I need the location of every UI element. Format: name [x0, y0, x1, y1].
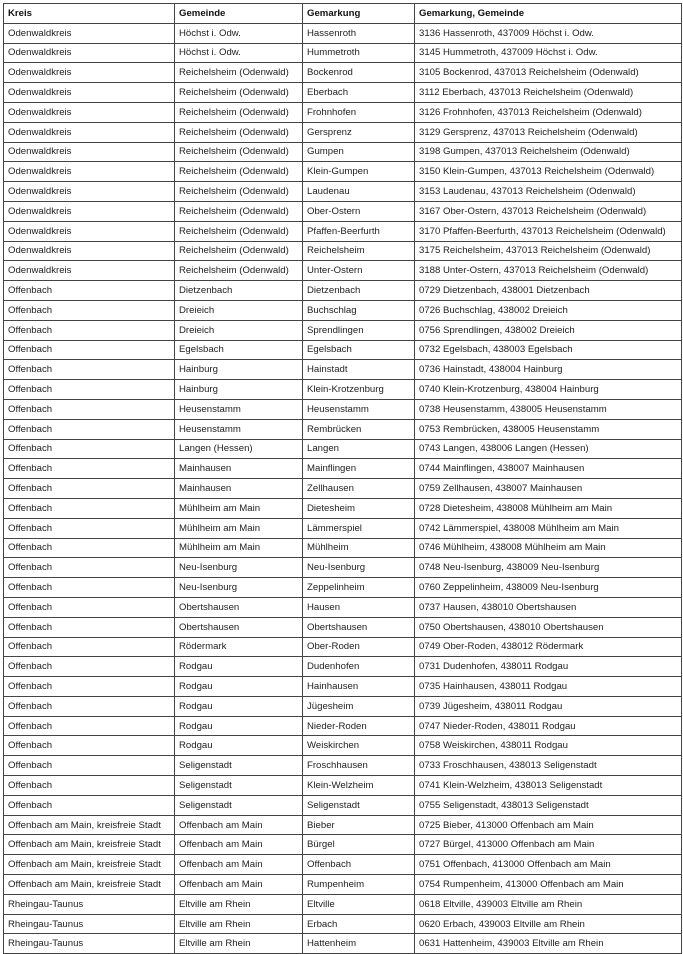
- cell-gemarkung-gemeinde: 0733 Froschhausen, 438013 Seligenstadt: [415, 756, 682, 776]
- cell-gemarkung-gemeinde: 0725 Bieber, 413000 Offenbach am Main: [415, 815, 682, 835]
- table-row: [4, 696, 682, 716]
- cell-gemarkung: Rumpenheim: [303, 875, 415, 895]
- cell-gemeinde: Rodgau: [175, 716, 303, 736]
- cell-gemarkung-gemeinde: 0749 Ober-Roden, 438012 Rödermark: [415, 637, 682, 657]
- cell-gemeinde: Mühlheim am Main: [175, 518, 303, 538]
- cell-kreis: Offenbach: [4, 776, 175, 796]
- table-row: [4, 201, 682, 221]
- cell-kreis: Odenwaldkreis: [4, 241, 175, 261]
- cell-gemeinde: Rodgau: [175, 736, 303, 756]
- table-row: [4, 162, 682, 182]
- cell-gemeinde: Reichelsheim (Odenwald): [175, 142, 303, 162]
- cell-gemeinde: Hainburg: [175, 360, 303, 380]
- cell-gemeinde: Neu-Isenburg: [175, 578, 303, 598]
- cell-gemarkung-gemeinde: 0760 Zeppelinheim, 438009 Neu-Isenburg: [415, 578, 682, 598]
- cell-gemarkung-gemeinde: 0741 Klein-Welzheim, 438013 Seligenstadt: [415, 776, 682, 796]
- cell-gemarkung-gemeinde: 0618 Eltville, 439003 Eltville am Rhein: [415, 894, 682, 914]
- cell-gemarkung-gemeinde: 0739 Jügesheim, 438011 Rodgau: [415, 696, 682, 716]
- cell-kreis: Odenwaldkreis: [4, 83, 175, 103]
- cell-kreis: Offenbach: [4, 419, 175, 439]
- cell-kreis: Rheingau-Taunus: [4, 914, 175, 934]
- cell-gemarkung: Hassenroth: [303, 23, 415, 43]
- table-row: [4, 518, 682, 538]
- cell-gemarkung: Hattenheim: [303, 934, 415, 954]
- cell-gemarkung: Klein-Welzheim: [303, 776, 415, 796]
- cell-gemarkung: Egelsbach: [303, 340, 415, 360]
- cell-kreis: Offenbach am Main, kreisfreie Stadt: [4, 815, 175, 835]
- cell-gemeinde: Reichelsheim (Odenwald): [175, 83, 303, 103]
- cell-gemeinde: Dreieich: [175, 300, 303, 320]
- cell-gemarkung: Eltville: [303, 894, 415, 914]
- cell-gemarkung-gemeinde: 0756 Sprendlingen, 438002 Dreieich: [415, 320, 682, 340]
- table-row: [4, 835, 682, 855]
- cell-gemarkung-gemeinde: 0759 Zellhausen, 438007 Mainhausen: [415, 479, 682, 499]
- cell-gemarkung: Hainhausen: [303, 677, 415, 697]
- cell-gemarkung: Laudenau: [303, 182, 415, 202]
- table-row: [4, 241, 682, 261]
- table-row: [4, 102, 682, 122]
- cell-gemarkung: Neu-Isenburg: [303, 558, 415, 578]
- table-row: [4, 459, 682, 479]
- cell-gemarkung: Froschhausen: [303, 756, 415, 776]
- cell-gemarkung: Hainstadt: [303, 360, 415, 380]
- cell-gemeinde: Rödermark: [175, 637, 303, 657]
- cell-gemeinde: Eltville am Rhein: [175, 914, 303, 934]
- cell-gemarkung-gemeinde: 0727 Bürgel, 413000 Offenbach am Main: [415, 835, 682, 855]
- cell-gemeinde: Eltville am Rhein: [175, 934, 303, 954]
- table-row: [4, 380, 682, 400]
- cell-gemarkung-gemeinde: 0729 Dietzenbach, 438001 Dietzenbach: [415, 281, 682, 301]
- cell-gemarkung-gemeinde: 3153 Laudenau, 437013 Reichelsheim (Odenwald): [415, 182, 682, 202]
- cell-kreis: Offenbach: [4, 716, 175, 736]
- cell-gemarkung-gemeinde: 3167 Ober-Ostern, 437013 Reichelsheim (Odenwald): [415, 201, 682, 221]
- header-gemarkung-gemeinde: Gemarkung, Gemeinde: [415, 4, 682, 24]
- cell-gemarkung: Seligenstadt: [303, 795, 415, 815]
- cell-kreis: Rheingau-Taunus: [4, 934, 175, 954]
- cell-gemarkung: Offenbach: [303, 855, 415, 875]
- cell-kreis: Offenbach: [4, 736, 175, 756]
- cell-kreis: Offenbach am Main, kreisfreie Stadt: [4, 875, 175, 895]
- cell-gemarkung: Eberbach: [303, 83, 415, 103]
- cell-gemarkung: Langen: [303, 439, 415, 459]
- cell-gemarkung-gemeinde: 0631 Hattenheim, 439003 Eltville am Rhein: [415, 934, 682, 954]
- table-row: [4, 736, 682, 756]
- cell-gemeinde: Obertshausen: [175, 597, 303, 617]
- cell-gemarkung: Unter-Ostern: [303, 261, 415, 281]
- cell-gemeinde: Offenbach am Main: [175, 855, 303, 875]
- cell-kreis: Offenbach: [4, 795, 175, 815]
- cell-gemeinde: Neu-Isenburg: [175, 558, 303, 578]
- cell-gemarkung: Klein-Gumpen: [303, 162, 415, 182]
- cell-kreis: Offenbach: [4, 677, 175, 697]
- table-row: [4, 657, 682, 677]
- table-row: [4, 914, 682, 934]
- cell-kreis: Offenbach: [4, 479, 175, 499]
- table-row: [4, 399, 682, 419]
- cell-kreis: Odenwaldkreis: [4, 102, 175, 122]
- header-gemarkung: Gemarkung: [303, 4, 415, 24]
- cell-gemarkung: Dietzenbach: [303, 281, 415, 301]
- cell-gemarkung-gemeinde: 0747 Nieder-Roden, 438011 Rodgau: [415, 716, 682, 736]
- cell-gemarkung-gemeinde: 0750 Obertshausen, 438010 Obertshausen: [415, 617, 682, 637]
- table-body: [4, 23, 682, 953]
- cell-gemarkung-gemeinde: 3175 Reichelsheim, 437013 Reichelsheim (Odenwald): [415, 241, 682, 261]
- cell-kreis: Rheingau-Taunus: [4, 894, 175, 914]
- cell-gemarkung: Mainflingen: [303, 459, 415, 479]
- cell-gemeinde: Rodgau: [175, 657, 303, 677]
- table-row: [4, 182, 682, 202]
- cell-kreis: Odenwaldkreis: [4, 23, 175, 43]
- cell-gemarkung-gemeinde: 3150 Klein-Gumpen, 437013 Reichelsheim (Odenwald): [415, 162, 682, 182]
- cell-gemarkung: Klein-Krotzenburg: [303, 380, 415, 400]
- cell-kreis: Offenbach: [4, 538, 175, 558]
- cell-gemeinde: Reichelsheim (Odenwald): [175, 162, 303, 182]
- table-row: [4, 894, 682, 914]
- table-row: [4, 320, 682, 340]
- cell-gemarkung-gemeinde: 3129 Gersprenz, 437013 Reichelsheim (Odenwald): [415, 122, 682, 142]
- cell-gemarkung-gemeinde: 0731 Dudenhofen, 438011 Rodgau: [415, 657, 682, 677]
- table-row: [4, 43, 682, 63]
- cell-gemeinde: Obertshausen: [175, 617, 303, 637]
- cell-kreis: Odenwaldkreis: [4, 43, 175, 63]
- cell-kreis: Odenwaldkreis: [4, 261, 175, 281]
- cell-kreis: Odenwaldkreis: [4, 162, 175, 182]
- header-row: [4, 4, 682, 24]
- cell-kreis: Odenwaldkreis: [4, 63, 175, 83]
- cell-gemarkung: Zellhausen: [303, 479, 415, 499]
- cell-gemarkung: Bieber: [303, 815, 415, 835]
- cell-gemeinde: Offenbach am Main: [175, 875, 303, 895]
- cell-gemarkung-gemeinde: 0736 Hainstadt, 438004 Hainburg: [415, 360, 682, 380]
- cell-kreis: Offenbach: [4, 281, 175, 301]
- cell-gemarkung: Reichelsheim: [303, 241, 415, 261]
- table-row: [4, 558, 682, 578]
- cell-gemarkung-gemeinde: 0742 Lämmerspiel, 438008 Mühlheim am Main: [415, 518, 682, 538]
- table-row: [4, 875, 682, 895]
- cell-gemeinde: Reichelsheim (Odenwald): [175, 241, 303, 261]
- cell-gemarkung: Gersprenz: [303, 122, 415, 142]
- cell-gemeinde: Dietzenbach: [175, 281, 303, 301]
- cell-kreis: Offenbach: [4, 637, 175, 657]
- cell-gemarkung: Dudenhofen: [303, 657, 415, 677]
- table-row: [4, 439, 682, 459]
- cell-gemarkung: Zeppelinheim: [303, 578, 415, 598]
- cell-gemarkung: Erbach: [303, 914, 415, 934]
- cell-kreis: Offenbach: [4, 360, 175, 380]
- cell-gemarkung: Mühlheim: [303, 538, 415, 558]
- cell-gemarkung: Lämmerspiel: [303, 518, 415, 538]
- table-row: [4, 716, 682, 736]
- cell-kreis: Offenbach: [4, 518, 175, 538]
- cell-gemeinde: Heusenstamm: [175, 419, 303, 439]
- cell-kreis: Offenbach am Main, kreisfreie Stadt: [4, 835, 175, 855]
- cell-gemarkung: Weiskirchen: [303, 736, 415, 756]
- header-gemeinde: Gemeinde: [175, 4, 303, 24]
- cell-gemarkung: Obertshausen: [303, 617, 415, 637]
- cell-kreis: Offenbach: [4, 380, 175, 400]
- cell-gemarkung-gemeinde: 0754 Rumpenheim, 413000 Offenbach am Main: [415, 875, 682, 895]
- cell-gemeinde: Rodgau: [175, 677, 303, 697]
- cell-gemeinde: Heusenstamm: [175, 399, 303, 419]
- table-row: [4, 300, 682, 320]
- cell-gemarkung-gemeinde: 0732 Egelsbach, 438003 Egelsbach: [415, 340, 682, 360]
- cell-gemarkung-gemeinde: 0755 Seligenstadt, 438013 Seligenstadt: [415, 795, 682, 815]
- cell-gemarkung-gemeinde: 0744 Mainflingen, 438007 Mainhausen: [415, 459, 682, 479]
- table-row: [4, 578, 682, 598]
- cell-gemarkung: Dietesheim: [303, 498, 415, 518]
- cell-kreis: Offenbach: [4, 320, 175, 340]
- cell-kreis: Offenbach: [4, 300, 175, 320]
- cell-gemeinde: Höchst i. Odw.: [175, 23, 303, 43]
- cell-gemarkung: Rembrücken: [303, 419, 415, 439]
- table-row: [4, 83, 682, 103]
- cell-gemeinde: Reichelsheim (Odenwald): [175, 261, 303, 281]
- table-row: [4, 221, 682, 241]
- table-row: [4, 617, 682, 637]
- table-row: [4, 360, 682, 380]
- cell-kreis: Offenbach: [4, 696, 175, 716]
- cell-gemarkung-gemeinde: 0746 Mühlheim, 438008 Mühlheim am Main: [415, 538, 682, 558]
- cell-gemarkung-gemeinde: 0735 Hainhausen, 438011 Rodgau: [415, 677, 682, 697]
- cell-gemeinde: Mainhausen: [175, 479, 303, 499]
- cell-kreis: Offenbach: [4, 498, 175, 518]
- cell-gemeinde: Rodgau: [175, 696, 303, 716]
- cell-gemarkung: Hummetroth: [303, 43, 415, 63]
- cell-kreis: Offenbach: [4, 459, 175, 479]
- cell-gemarkung: Ober-Ostern: [303, 201, 415, 221]
- table-row: [4, 538, 682, 558]
- cell-gemeinde: Reichelsheim (Odenwald): [175, 182, 303, 202]
- header-kreis: Kreis: [4, 4, 175, 24]
- cell-gemarkung-gemeinde: 0738 Heusenstamm, 438005 Heusenstamm: [415, 399, 682, 419]
- cell-gemeinde: Offenbach am Main: [175, 815, 303, 835]
- cell-kreis: Offenbach: [4, 439, 175, 459]
- cell-gemeinde: Hainburg: [175, 380, 303, 400]
- cell-gemarkung: Bockenrod: [303, 63, 415, 83]
- cell-gemarkung: Ober-Roden: [303, 637, 415, 657]
- cell-gemarkung-gemeinde: 0748 Neu-Isenburg, 438009 Neu-Isenburg: [415, 558, 682, 578]
- cell-gemarkung: Frohnhofen: [303, 102, 415, 122]
- table-row: [4, 637, 682, 657]
- cell-gemeinde: Dreieich: [175, 320, 303, 340]
- cell-gemarkung: Pfaffen-Beerfurth: [303, 221, 415, 241]
- cell-kreis: Offenbach am Main, kreisfreie Stadt: [4, 855, 175, 875]
- table-row: [4, 677, 682, 697]
- cell-gemarkung-gemeinde: 3112 Eberbach, 437013 Reichelsheim (Odenwald): [415, 83, 682, 103]
- cell-gemarkung-gemeinde: 0726 Buchschlag, 438002 Dreieich: [415, 300, 682, 320]
- cell-kreis: Offenbach: [4, 617, 175, 637]
- table-row: [4, 340, 682, 360]
- cell-kreis: Odenwaldkreis: [4, 182, 175, 202]
- cell-gemeinde: Reichelsheim (Odenwald): [175, 122, 303, 142]
- cell-gemeinde: Eltville am Rhein: [175, 894, 303, 914]
- cell-gemarkung-gemeinde: 0740 Klein-Krotzenburg, 438004 Hainburg: [415, 380, 682, 400]
- cell-kreis: Odenwaldkreis: [4, 122, 175, 142]
- cell-gemarkung-gemeinde: 0620 Erbach, 439003 Eltville am Rhein: [415, 914, 682, 934]
- cell-kreis: Offenbach: [4, 340, 175, 360]
- cell-gemarkung: Gumpen: [303, 142, 415, 162]
- cell-gemarkung-gemeinde: 3105 Bockenrod, 437013 Reichelsheim (Odenwald): [415, 63, 682, 83]
- cell-gemarkung: Bürgel: [303, 835, 415, 855]
- cell-gemeinde: Seligenstadt: [175, 795, 303, 815]
- cell-kreis: Offenbach: [4, 657, 175, 677]
- table-row: [4, 281, 682, 301]
- cell-gemarkung-gemeinde: 0737 Hausen, 438010 Obertshausen: [415, 597, 682, 617]
- cell-gemarkung-gemeinde: 3145 Hummetroth, 437009 Höchst i. Odw.: [415, 43, 682, 63]
- table-row: [4, 63, 682, 83]
- cell-gemarkung: Jügesheim: [303, 696, 415, 716]
- cell-gemarkung-gemeinde: 0758 Weiskirchen, 438011 Rodgau: [415, 736, 682, 756]
- cell-gemeinde: Egelsbach: [175, 340, 303, 360]
- cell-kreis: Offenbach: [4, 399, 175, 419]
- table-row: [4, 498, 682, 518]
- cell-kreis: Offenbach: [4, 597, 175, 617]
- table-row: [4, 776, 682, 796]
- cell-gemarkung: Sprendlingen: [303, 320, 415, 340]
- cell-gemarkung-gemeinde: 0753 Rembrücken, 438005 Heusenstamm: [415, 419, 682, 439]
- cell-gemarkung: Hausen: [303, 597, 415, 617]
- table-row: [4, 479, 682, 499]
- cell-gemeinde: Mainhausen: [175, 459, 303, 479]
- cell-gemeinde: Reichelsheim (Odenwald): [175, 201, 303, 221]
- cell-gemarkung-gemeinde: 0751 Offenbach, 413000 Offenbach am Main: [415, 855, 682, 875]
- cell-gemeinde: Offenbach am Main: [175, 835, 303, 855]
- cell-gemarkung-gemeinde: 0728 Dietesheim, 438008 Mühlheim am Main: [415, 498, 682, 518]
- table-row: [4, 934, 682, 954]
- cell-kreis: Odenwaldkreis: [4, 201, 175, 221]
- cell-gemeinde: Seligenstadt: [175, 776, 303, 796]
- table-row: [4, 261, 682, 281]
- cell-kreis: Offenbach: [4, 578, 175, 598]
- cell-gemeinde: Langen (Hessen): [175, 439, 303, 459]
- table-row: [4, 597, 682, 617]
- cell-gemeinde: Reichelsheim (Odenwald): [175, 221, 303, 241]
- cell-gemarkung-gemeinde: 3136 Hassenroth, 437009 Höchst i. Odw.: [415, 23, 682, 43]
- gemarkung-table: [3, 3, 682, 954]
- cell-gemarkung-gemeinde: 3170 Pfaffen-Beerfurth, 437013 Reichelsheim (Odenwald): [415, 221, 682, 241]
- table-row: [4, 815, 682, 835]
- table-row: [4, 795, 682, 815]
- cell-gemeinde: Höchst i. Odw.: [175, 43, 303, 63]
- cell-gemeinde: Reichelsheim (Odenwald): [175, 63, 303, 83]
- table-row: [4, 122, 682, 142]
- cell-gemeinde: Mühlheim am Main: [175, 538, 303, 558]
- table-row: [4, 855, 682, 875]
- cell-gemeinde: Reichelsheim (Odenwald): [175, 102, 303, 122]
- cell-gemarkung-gemeinde: 3198 Gumpen, 437013 Reichelsheim (Odenwald): [415, 142, 682, 162]
- cell-gemarkung-gemeinde: 3188 Unter-Ostern, 437013 Reichelsheim (Odenwald): [415, 261, 682, 281]
- cell-kreis: Odenwaldkreis: [4, 221, 175, 241]
- table-row: [4, 23, 682, 43]
- table-row: [4, 142, 682, 162]
- cell-gemeinde: Seligenstadt: [175, 756, 303, 776]
- table-row: [4, 756, 682, 776]
- cell-kreis: Offenbach: [4, 558, 175, 578]
- table-row: [4, 419, 682, 439]
- cell-gemarkung: Buchschlag: [303, 300, 415, 320]
- cell-gemarkung: Nieder-Roden: [303, 716, 415, 736]
- cell-gemarkung-gemeinde: 3126 Frohnhofen, 437013 Reichelsheim (Odenwald): [415, 102, 682, 122]
- cell-gemeinde: Mühlheim am Main: [175, 498, 303, 518]
- cell-gemarkung: Heusenstamm: [303, 399, 415, 419]
- cell-kreis: Offenbach: [4, 756, 175, 776]
- cell-kreis: Odenwaldkreis: [4, 142, 175, 162]
- cell-gemarkung-gemeinde: 0743 Langen, 438006 Langen (Hessen): [415, 439, 682, 459]
